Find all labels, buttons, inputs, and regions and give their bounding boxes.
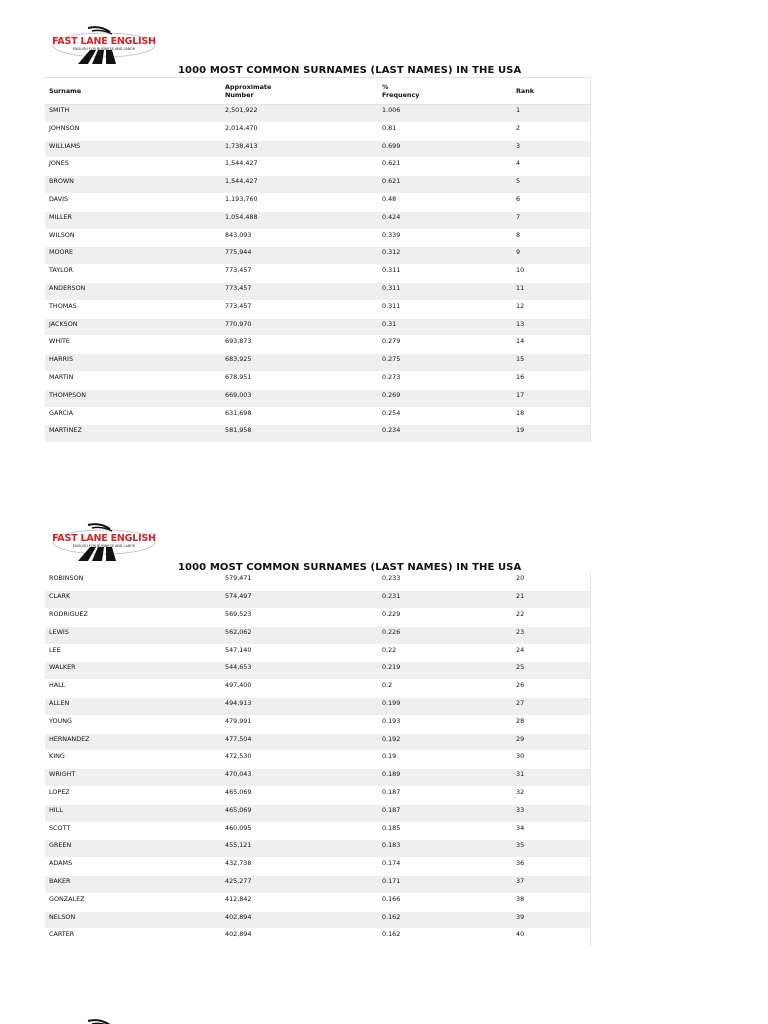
cell-frequency: 0.48 [378, 193, 512, 211]
table-row [45, 804, 590, 822]
cell-rank: 28 [512, 715, 590, 733]
cell-frequency: 0.275 [378, 354, 512, 372]
cell-frequency: 0.273 [378, 371, 512, 389]
page-title: 1000 MOST COMMON SURNAMES (LAST NAMES) IN THE USA [178, 562, 522, 573]
cell-number: 693,873 [221, 336, 378, 354]
cell-number: 477,504 [221, 733, 378, 751]
cell-surname: MOORE [45, 247, 221, 265]
cell-rank: 19 [512, 425, 590, 443]
table-row [45, 822, 590, 840]
cell-number: 773,457 [221, 282, 378, 300]
cell-frequency: 0.311 [378, 282, 512, 300]
cell-surname: ADAMS [45, 858, 221, 876]
cell-frequency: 0.193 [378, 715, 512, 733]
company-logo [52, 24, 160, 64]
cell-number: 775,944 [221, 247, 378, 265]
cell-rank: 11 [512, 282, 590, 300]
cell-surname: MARTIN [45, 371, 221, 389]
cell-number: 425,277 [221, 876, 378, 894]
cell-number: 470,043 [221, 769, 378, 787]
cell-rank: 3 [512, 140, 590, 158]
cell-surname: ALLEN [45, 698, 221, 716]
cell-frequency: 0.233 [378, 573, 512, 591]
cell-rank: 20 [512, 573, 590, 591]
cell-frequency: 0.81 [378, 122, 512, 140]
table-row [45, 662, 590, 680]
cell-rank: 4 [512, 158, 590, 176]
cell-number: 455,121 [221, 840, 378, 858]
logo-name: FAST LANE ENGLISH [52, 36, 156, 47]
cell-rank: 8 [512, 229, 590, 247]
cell-rank: 1 [512, 105, 590, 123]
table-row [45, 876, 590, 894]
cell-surname: LOPEZ [45, 787, 221, 805]
cell-rank: 32 [512, 787, 590, 805]
cell-surname: DAVIS [45, 193, 221, 211]
cell-surname: HALL [45, 680, 221, 698]
cell-frequency: 0.187 [378, 787, 512, 805]
table-row [45, 247, 590, 265]
cell-surname: THOMAS [45, 300, 221, 318]
cell-surname: THOMPSON [45, 389, 221, 407]
cell-surname: ANDERSON [45, 282, 221, 300]
cell-number: 678,951 [221, 371, 378, 389]
cell-rank: 37 [512, 876, 590, 894]
cell-surname: SMITH [45, 105, 221, 123]
cell-frequency: 0.162 [378, 911, 512, 929]
cell-rank: 12 [512, 300, 590, 318]
cell-number: 1,544,427 [221, 158, 378, 176]
page-title: 1000 MOST COMMON SURNAMES (LAST NAMES) IN THE USA [178, 65, 522, 76]
cell-number: 2,014,470 [221, 122, 378, 140]
table-row [45, 265, 590, 283]
cell-surname: TAYLOR [45, 265, 221, 283]
cell-surname: HERNANDEZ [45, 733, 221, 751]
cell-surname: ROBINSON [45, 573, 221, 591]
cell-rank: 14 [512, 336, 590, 354]
cell-number: 472,530 [221, 751, 378, 769]
road-logo-icon [52, 1017, 160, 1024]
cell-frequency: 0.229 [378, 609, 512, 627]
cell-number: 569,523 [221, 609, 378, 627]
cell-surname: GONZALEZ [45, 893, 221, 911]
cell-frequency: 0.621 [378, 158, 512, 176]
cell-rank: 40 [512, 929, 590, 947]
cell-frequency: 0.231 [378, 591, 512, 609]
cell-rank: 39 [512, 911, 590, 929]
table-row [45, 105, 590, 123]
cell-rank: 18 [512, 407, 590, 425]
cell-frequency: 0.19 [378, 751, 512, 769]
cell-rank: 10 [512, 265, 590, 283]
table-row [45, 122, 590, 140]
cell-frequency: 0.187 [378, 804, 512, 822]
cell-frequency: 0.234 [378, 425, 512, 443]
cell-frequency: 0.183 [378, 840, 512, 858]
table-row [45, 573, 590, 591]
cell-surname: WILSON [45, 229, 221, 247]
table-row [45, 407, 590, 425]
cell-number: 1,738,413 [221, 140, 378, 158]
cell-number: 574,497 [221, 591, 378, 609]
header-frequency: % Frequency [378, 78, 512, 105]
cell-number: 631,698 [221, 407, 378, 425]
cell-number: 843,093 [221, 229, 378, 247]
table-row [45, 751, 590, 769]
table-row [45, 911, 590, 929]
table-row [45, 176, 590, 194]
header-approximate-number: Approximate Number [221, 78, 378, 105]
cell-surname: BROWN [45, 176, 221, 194]
table-row [45, 769, 590, 787]
header-surname: Surname [45, 78, 221, 105]
table-row [45, 389, 590, 407]
cell-surname: YOUNG [45, 715, 221, 733]
cell-number: 579,471 [221, 573, 378, 591]
table-row [45, 336, 590, 354]
cell-number: 479,991 [221, 715, 378, 733]
table-row [45, 371, 590, 389]
cell-surname: JOHNSON [45, 122, 221, 140]
cell-surname: MILLER [45, 211, 221, 229]
company-logo [52, 521, 160, 561]
header-rank: Rank [512, 78, 590, 105]
cell-surname: HILL [45, 804, 221, 822]
cell-frequency: 0.621 [378, 176, 512, 194]
cell-rank: 36 [512, 858, 590, 876]
cell-rank: 22 [512, 609, 590, 627]
cell-number: 497,400 [221, 680, 378, 698]
cell-rank: 5 [512, 176, 590, 194]
table-row [45, 300, 590, 318]
cell-frequency: 0.31 [378, 318, 512, 336]
cell-frequency: 0.311 [378, 300, 512, 318]
cell-rank: 29 [512, 733, 590, 751]
cell-number: 432,738 [221, 858, 378, 876]
cell-frequency: 0.424 [378, 211, 512, 229]
cell-frequency: 0.339 [378, 229, 512, 247]
cell-surname: HARRIS [45, 354, 221, 372]
cell-surname: WRIGHT [45, 769, 221, 787]
cell-rank: 31 [512, 769, 590, 787]
cell-rank: 26 [512, 680, 590, 698]
cell-frequency: 0.174 [378, 858, 512, 876]
company-logo [52, 1017, 160, 1024]
cell-surname: BAKER [45, 876, 221, 894]
cell-frequency: 0.189 [378, 769, 512, 787]
cell-number: 1,054,488 [221, 211, 378, 229]
cell-surname: JONES [45, 158, 221, 176]
cell-number: 683,925 [221, 354, 378, 372]
cell-rank: 30 [512, 751, 590, 769]
cell-rank: 27 [512, 698, 590, 716]
cell-rank: 21 [512, 591, 590, 609]
cell-frequency: 0.166 [378, 893, 512, 911]
table-row [45, 354, 590, 372]
cell-number: 1,544,427 [221, 176, 378, 194]
cell-frequency: 0.312 [378, 247, 512, 265]
table-row [45, 193, 590, 211]
cell-frequency: 0.269 [378, 389, 512, 407]
cell-number: 770,970 [221, 318, 378, 336]
table-row [45, 282, 590, 300]
cell-rank: 7 [512, 211, 590, 229]
cell-number: 2,501,922 [221, 105, 378, 123]
cell-number: 773,457 [221, 265, 378, 283]
cell-surname: CARTER [45, 929, 221, 947]
cell-number: 669,003 [221, 389, 378, 407]
cell-rank: 34 [512, 822, 590, 840]
cell-rank: 24 [512, 644, 590, 662]
table-row [45, 840, 590, 858]
cell-frequency: 0.2 [378, 680, 512, 698]
cell-frequency: 0.219 [378, 662, 512, 680]
surname-table-page-1 [45, 77, 591, 443]
cell-rank: 35 [512, 840, 590, 858]
cell-surname: GREEN [45, 840, 221, 858]
cell-surname: NELSON [45, 911, 221, 929]
cell-frequency: 0.311 [378, 265, 512, 283]
table-row [45, 893, 590, 911]
table-row [45, 425, 590, 443]
cell-number: 773,457 [221, 300, 378, 318]
table-row [45, 858, 590, 876]
logo-name: FAST LANE ENGLISH [52, 533, 156, 544]
cell-number: 402,894 [221, 911, 378, 929]
cell-rank: 23 [512, 626, 590, 644]
cell-surname: KING [45, 751, 221, 769]
cell-surname: WALKER [45, 662, 221, 680]
cell-surname: JACKSON [45, 318, 221, 336]
cell-frequency: 0.171 [378, 876, 512, 894]
table-row [45, 680, 590, 698]
cell-rank: 13 [512, 318, 590, 336]
cell-frequency: 1.006 [378, 105, 512, 123]
table-row [45, 609, 590, 627]
cell-rank: 17 [512, 389, 590, 407]
cell-rank: 9 [512, 247, 590, 265]
table-row [45, 318, 590, 336]
logo-tagline: ENGLISH FOR BUSINESS AND LABOR [72, 47, 136, 51]
cell-rank: 33 [512, 804, 590, 822]
cell-surname: WHITE [45, 336, 221, 354]
cell-rank: 15 [512, 354, 590, 372]
cell-number: 562,062 [221, 626, 378, 644]
table-row [45, 929, 590, 947]
cell-frequency: 0.254 [378, 407, 512, 425]
surname-table-page-2 [45, 573, 591, 947]
cell-number: 1,193,760 [221, 193, 378, 211]
cell-frequency: 0.162 [378, 929, 512, 947]
cell-surname: SCOTT [45, 822, 221, 840]
cell-number: 402,894 [221, 929, 378, 947]
cell-surname: MARTINEZ [45, 425, 221, 443]
cell-frequency: 0.279 [378, 336, 512, 354]
table-row [45, 211, 590, 229]
cell-number: 465,069 [221, 804, 378, 822]
cell-number: 544,653 [221, 662, 378, 680]
table-row [45, 626, 590, 644]
cell-surname: LEE [45, 644, 221, 662]
cell-frequency: 0.199 [378, 698, 512, 716]
cell-rank: 2 [512, 122, 590, 140]
cell-rank: 6 [512, 193, 590, 211]
table-row [45, 591, 590, 609]
cell-frequency: 0.699 [378, 140, 512, 158]
table-header-row [45, 78, 590, 105]
table-row [45, 229, 590, 247]
cell-surname: RODRIGUEZ [45, 609, 221, 627]
cell-rank: 25 [512, 662, 590, 680]
cell-number: 465,069 [221, 787, 378, 805]
cell-surname: LEWIS [45, 626, 221, 644]
table-row [45, 787, 590, 805]
cell-number: 547,140 [221, 644, 378, 662]
table-row [45, 158, 590, 176]
cell-surname: WILLIAMS [45, 140, 221, 158]
cell-frequency: 0.185 [378, 822, 512, 840]
table-row [45, 698, 590, 716]
cell-rank: 38 [512, 893, 590, 911]
cell-frequency: 0.22 [378, 644, 512, 662]
table-row [45, 733, 590, 751]
cell-frequency: 0.226 [378, 626, 512, 644]
cell-surname: GARCIA [45, 407, 221, 425]
cell-number: 494,913 [221, 698, 378, 716]
cell-number: 412,842 [221, 893, 378, 911]
logo-tagline: ENGLISH FOR BUSINESS AND LABOR [72, 544, 136, 548]
cell-number: 460,095 [221, 822, 378, 840]
cell-rank: 16 [512, 371, 590, 389]
cell-number: 581,958 [221, 425, 378, 443]
table-row [45, 644, 590, 662]
table-row [45, 140, 590, 158]
cell-frequency: 0.192 [378, 733, 512, 751]
table-row [45, 715, 590, 733]
cell-surname: CLARK [45, 591, 221, 609]
